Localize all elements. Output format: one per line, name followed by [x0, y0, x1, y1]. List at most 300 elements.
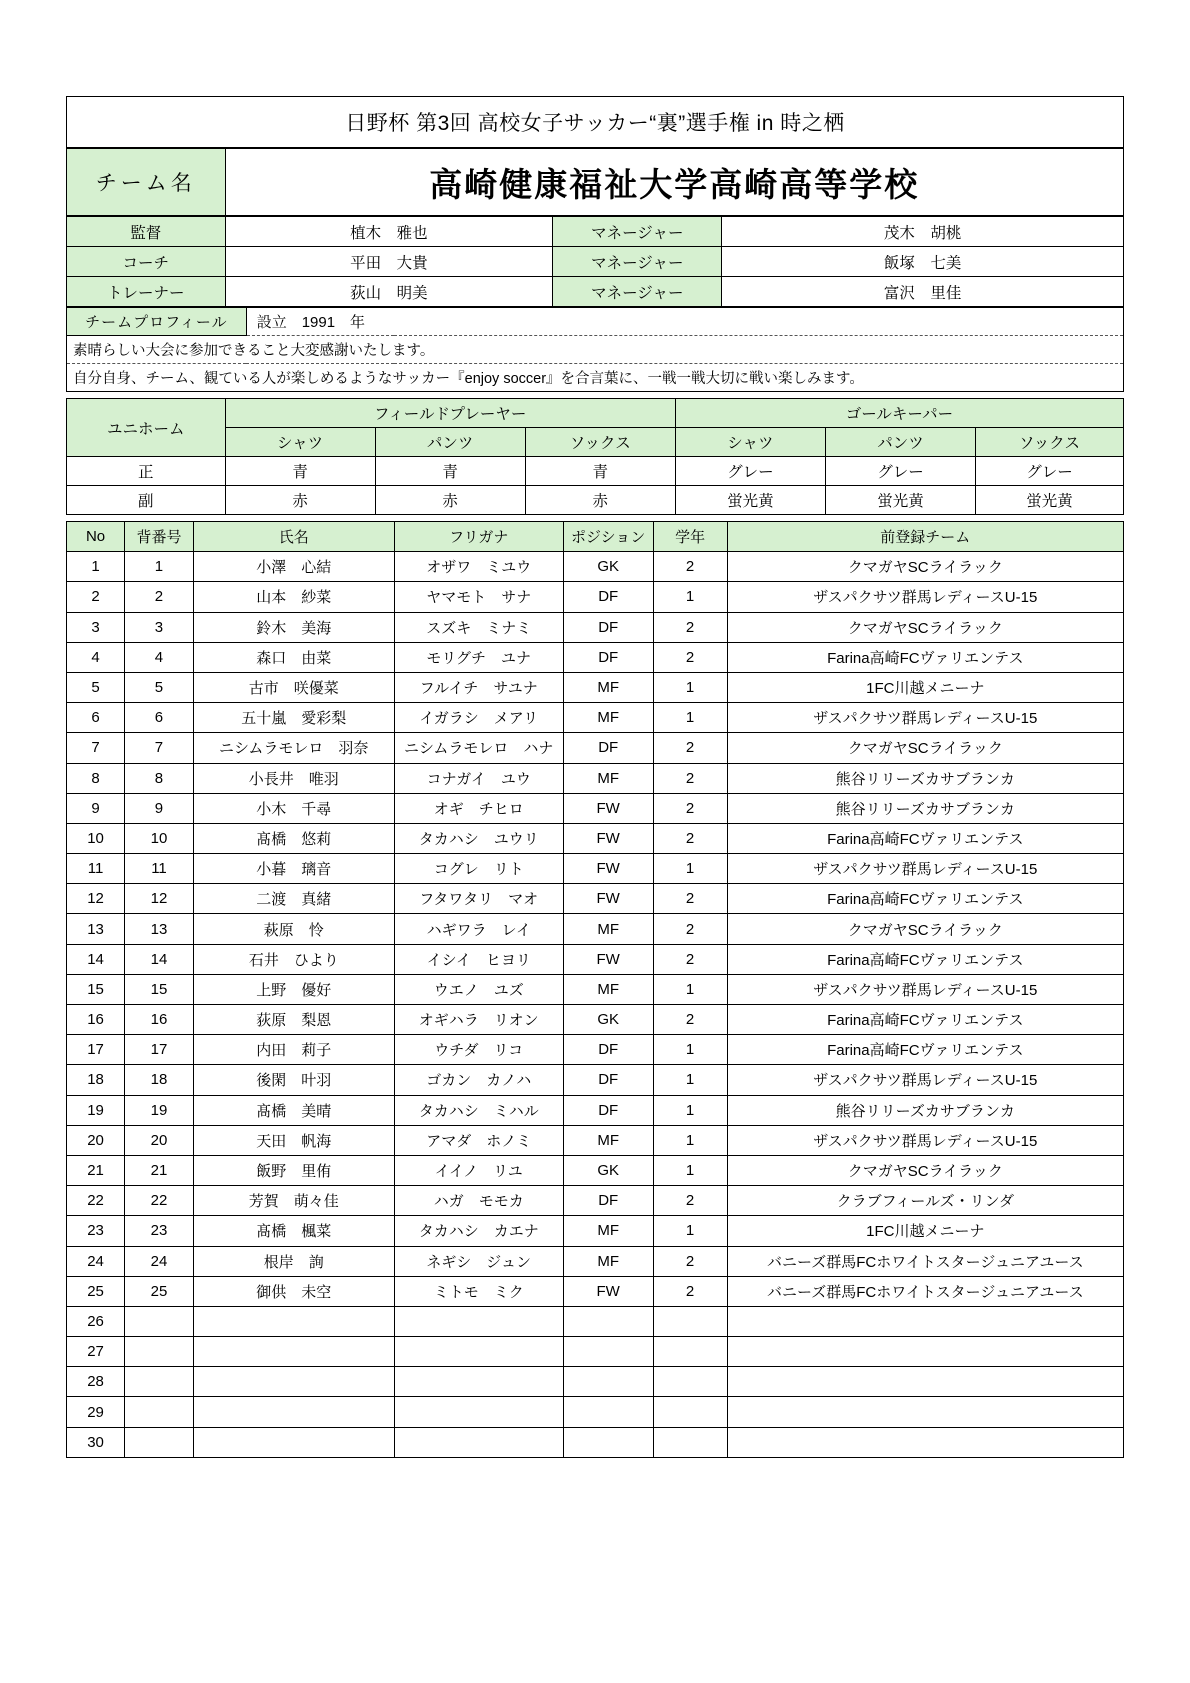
roster-col-name: 氏名: [193, 522, 394, 552]
uniform-primary-field-socks: 青: [525, 457, 675, 486]
roster-cell-kana: ネギシ ジュン: [394, 1246, 563, 1276]
roster-cell-position: [563, 1337, 653, 1367]
roster-cell-name: 萩原 怜: [193, 914, 394, 944]
roster-cell-position: MF: [563, 1125, 653, 1155]
roster-cell-previous-team: クマガヤSCライラック: [727, 552, 1123, 582]
roster-cell-number: 25: [125, 1276, 194, 1306]
table-row: [67, 642, 1124, 672]
table-row: [67, 1005, 1124, 1035]
roster-cell-previous-team: 1FC川越メニーナ: [727, 672, 1123, 702]
roster-cell-position: GK: [563, 1155, 653, 1185]
roster-cell-grade: 1: [653, 582, 727, 612]
roster-cell-no: 20: [67, 1125, 125, 1155]
roster-cell-number: 11: [125, 854, 194, 884]
roster-cell-grade: 2: [653, 944, 727, 974]
roster-cell-name: ニシムラモレロ 羽奈: [193, 733, 394, 763]
roster-cell-grade: 1: [653, 1155, 727, 1185]
roster-cell-kana: コナガイ ユウ: [394, 763, 563, 793]
roster-cell-position: MF: [563, 914, 653, 944]
roster-cell-no: 18: [67, 1065, 125, 1095]
roster-cell-grade: 2: [653, 914, 727, 944]
profile-label: チームプロフィール: [67, 308, 247, 336]
roster-cell-position: MF: [563, 763, 653, 793]
roster-col-no: No: [67, 522, 125, 552]
roster-cell-name: 後閑 叶羽: [193, 1065, 394, 1095]
profile-text-line-2: 自分自身、チーム、観ている人が楽しめるようなサッカー『enjoy soccer』を合言葉に、一戦一戦大切に戦い楽しみます。: [67, 364, 1124, 392]
table-row: [67, 1216, 1124, 1246]
table-row: [67, 1276, 1124, 1306]
roster-cell-grade: 2: [653, 1005, 727, 1035]
roster-cell-previous-team: [727, 1397, 1123, 1427]
roster-cell-name: 小長井 唯羽: [193, 763, 394, 793]
roster-cell-position: DF: [563, 733, 653, 763]
table-row: [67, 582, 1124, 612]
roster-cell-name: 芳賀 萌々佳: [193, 1186, 394, 1216]
roster-cell-previous-team: クマガヤSCライラック: [727, 612, 1123, 642]
roster-cell-position: GK: [563, 1005, 653, 1035]
roster-cell-kana: コグレ リト: [394, 854, 563, 884]
roster-cell-no: 21: [67, 1155, 125, 1185]
roster-cell-number: 7: [125, 733, 194, 763]
roster-cell-number: 19: [125, 1095, 194, 1125]
uniform-kind-secondary: 副: [67, 486, 226, 515]
roster-cell-position: [563, 1397, 653, 1427]
roster-cell-number: [125, 1306, 194, 1336]
roster-cell-grade: 2: [653, 612, 727, 642]
roster-cell-kana: フルイチ サユナ: [394, 672, 563, 702]
profile-text-line-1: 素晴らしい大会に参加できること大変感謝いたします。: [67, 336, 1124, 364]
roster-cell-kana: モリグチ ユナ: [394, 642, 563, 672]
roster-cell-kana: ハガ モモカ: [394, 1186, 563, 1216]
table-row: [67, 1095, 1124, 1125]
roster-cell-previous-team: バニーズ群馬FCホワイトスタージュニアユース: [727, 1276, 1123, 1306]
roster-cell-kana: イシイ ヒヨリ: [394, 944, 563, 974]
uniform-secondary-gk-socks: 蛍光黄: [976, 486, 1124, 515]
uniform-secondary-field-shirt: 赤: [225, 486, 375, 515]
roster-cell-name: [193, 1306, 394, 1336]
roster-cell-number: [125, 1397, 194, 1427]
roster-col-kana: フリガナ: [394, 522, 563, 552]
roster-cell-position: DF: [563, 612, 653, 642]
roster-cell-no: 22: [67, 1186, 125, 1216]
roster-cell-grade: [653, 1306, 727, 1336]
table-row: [67, 247, 1124, 277]
table-row: [67, 1065, 1124, 1095]
roster-cell-kana: [394, 1397, 563, 1427]
roster-cell-kana: イイノ リユ: [394, 1155, 563, 1185]
roster-cell-number: 23: [125, 1216, 194, 1246]
roster-cell-position: MF: [563, 703, 653, 733]
roster-cell-name: [193, 1397, 394, 1427]
roster-cell-previous-team: [727, 1337, 1123, 1367]
roster-cell-no: 14: [67, 944, 125, 974]
roster-cell-no: 17: [67, 1035, 125, 1065]
staff-role-team-manager-3: マネージャー: [553, 277, 722, 307]
roster-cell-kana: ミトモ ミク: [394, 1276, 563, 1306]
table-row: [67, 428, 1124, 457]
roster-cell-kana: スズキ ミナミ: [394, 612, 563, 642]
roster-cell-kana: タカハシ カエナ: [394, 1216, 563, 1246]
roster-cell-no: 13: [67, 914, 125, 944]
roster-cell-previous-team: 熊谷リリーズカサブランカ: [727, 763, 1123, 793]
roster-cell-grade: 1: [653, 672, 727, 702]
roster-cell-no: 7: [67, 733, 125, 763]
roster-cell-previous-team: クマガヤSCライラック: [727, 914, 1123, 944]
roster-cell-no: 11: [67, 854, 125, 884]
roster-cell-number: 18: [125, 1065, 194, 1095]
roster-cell-no: 25: [67, 1276, 125, 1306]
roster-cell-no: 29: [67, 1397, 125, 1427]
roster-cell-previous-team: Farina高崎FCヴァリエンテス: [727, 944, 1123, 974]
roster-cell-grade: 2: [653, 1186, 727, 1216]
roster-cell-number: 21: [125, 1155, 194, 1185]
uniform-group-field: フィールドプレーヤー: [225, 399, 675, 428]
roster-cell-number: 13: [125, 914, 194, 944]
table-row: [67, 914, 1124, 944]
table-row: [67, 1125, 1124, 1155]
roster-cell-position: DF: [563, 582, 653, 612]
roster-cell-kana: ウチダ リコ: [394, 1035, 563, 1065]
roster-cell-name: 山本 紗菜: [193, 582, 394, 612]
uniform-col-gk-socks: ソックス: [976, 428, 1124, 457]
table-row: [67, 733, 1124, 763]
uniform-secondary-gk-pants: 蛍光黄: [825, 486, 975, 515]
roster-cell-name: 鈴木 美海: [193, 612, 394, 642]
table-row: [67, 1337, 1124, 1367]
roster-cell-name: 小澤 心結: [193, 552, 394, 582]
roster-cell-no: 2: [67, 582, 125, 612]
roster-cell-name: 髙橋 美晴: [193, 1095, 394, 1125]
roster-cell-previous-team: 熊谷リリーズカサブランカ: [727, 1095, 1123, 1125]
team-profile-table: [66, 307, 1124, 392]
roster-cell-no: 15: [67, 974, 125, 1004]
table-row: [67, 884, 1124, 914]
roster-cell-name: 古市 咲優菜: [193, 672, 394, 702]
roster-cell-name: 小暮 璃音: [193, 854, 394, 884]
roster-cell-no: 10: [67, 823, 125, 853]
table-row: [67, 149, 1124, 216]
roster-cell-grade: [653, 1337, 727, 1367]
roster-cell-kana: アマダ ホノミ: [394, 1125, 563, 1155]
roster-cell-position: FW: [563, 854, 653, 884]
table-row: [67, 399, 1124, 428]
roster-cell-position: GK: [563, 552, 653, 582]
table-row: [67, 1246, 1124, 1276]
tournament-title: 日野杯 第3回 高校女子サッカー“裏”選手権 in 時之栖: [67, 97, 1124, 148]
roster-cell-no: 28: [67, 1367, 125, 1397]
roster-cell-number: 10: [125, 823, 194, 853]
roster-cell-name: 森口 由菜: [193, 642, 394, 672]
uniform-secondary-field-socks: 赤: [525, 486, 675, 515]
roster-cell-name: [193, 1367, 394, 1397]
roster-cell-previous-team: Farina高崎FCヴァリエンテス: [727, 884, 1123, 914]
roster-cell-no: 23: [67, 1216, 125, 1246]
staff-role-manager: 監督: [67, 217, 226, 247]
uniform-secondary-gk-shirt: 蛍光黄: [675, 486, 825, 515]
table-row: [67, 1397, 1124, 1427]
roster-cell-kana: オギ チヒロ: [394, 793, 563, 823]
roster-cell-kana: フタワタリ マオ: [394, 884, 563, 914]
table-row: [67, 308, 1124, 336]
roster-cell-previous-team: ザスパクサツ群馬レディースU-15: [727, 1125, 1123, 1155]
roster-cell-number: 22: [125, 1186, 194, 1216]
roster-cell-previous-team: ザスパクサツ群馬レディースU-15: [727, 1065, 1123, 1095]
roster-cell-previous-team: クマガヤSCライラック: [727, 1155, 1123, 1185]
table-row: [67, 217, 1124, 247]
team-name-label: チーム名: [67, 149, 226, 216]
roster-cell-position: MF: [563, 1216, 653, 1246]
roster-cell-previous-team: [727, 1306, 1123, 1336]
roster-cell-grade: [653, 1397, 727, 1427]
table-row: [67, 1427, 1124, 1457]
roster-cell-name: 根岸 詢: [193, 1246, 394, 1276]
roster-cell-previous-team: ザスパクサツ群馬レディースU-15: [727, 974, 1123, 1004]
table-row: [67, 823, 1124, 853]
uniform-primary-gk-pants: グレー: [825, 457, 975, 486]
roster-cell-grade: 2: [653, 1276, 727, 1306]
roster-cell-number: 8: [125, 763, 194, 793]
staff-role-coach: コーチ: [67, 247, 226, 277]
roster-cell-previous-team: ザスパクサツ群馬レディースU-15: [727, 582, 1123, 612]
roster-cell-name: 髙橋 悠莉: [193, 823, 394, 853]
roster-cell-kana: [394, 1306, 563, 1336]
roster-cell-position: DF: [563, 1095, 653, 1125]
roster-cell-kana: オギハラ リオン: [394, 1005, 563, 1035]
uniform-table: [66, 398, 1124, 515]
roster-cell-number: 14: [125, 944, 194, 974]
roster-cell-no: 24: [67, 1246, 125, 1276]
roster-cell-grade: 2: [653, 884, 727, 914]
roster-cell-number: 1: [125, 552, 194, 582]
roster-cell-kana: タカハシ ユウリ: [394, 823, 563, 853]
roster-cell-kana: [394, 1367, 563, 1397]
roster-cell-kana: [394, 1427, 563, 1457]
roster-cell-number: 16: [125, 1005, 194, 1035]
table-row: [67, 854, 1124, 884]
table-row: [67, 1186, 1124, 1216]
table-row: [67, 97, 1124, 148]
roster-cell-grade: 2: [653, 642, 727, 672]
roster-cell-no: 16: [67, 1005, 125, 1035]
roster-cell-name: [193, 1427, 394, 1457]
staff-name-coach: 平田 大貴: [225, 247, 553, 277]
roster-cell-number: 3: [125, 612, 194, 642]
team-name-table: [66, 148, 1124, 216]
roster-cell-grade: [653, 1367, 727, 1397]
roster-cell-grade: 2: [653, 552, 727, 582]
roster-cell-grade: [653, 1427, 727, 1457]
roster-cell-kana: タカハシ ミハル: [394, 1095, 563, 1125]
roster-cell-position: FW: [563, 884, 653, 914]
staff-name-team-manager-1: 茂木 胡桃: [722, 217, 1124, 247]
roster-cell-position: DF: [563, 1065, 653, 1095]
roster-cell-previous-team: ザスパクサツ群馬レディースU-15: [727, 703, 1123, 733]
table-row: [67, 336, 1124, 364]
roster-cell-grade: 1: [653, 1035, 727, 1065]
roster-cell-kana: ヤマモト サナ: [394, 582, 563, 612]
roster-cell-grade: 2: [653, 1246, 727, 1276]
roster-cell-no: 30: [67, 1427, 125, 1457]
roster-cell-position: [563, 1367, 653, 1397]
roster-body: [67, 552, 1124, 1458]
staff-name-team-manager-3: 富沢 里佳: [722, 277, 1124, 307]
roster-cell-name: 内田 莉子: [193, 1035, 394, 1065]
roster-cell-number: [125, 1427, 194, 1457]
roster-cell-number: 9: [125, 793, 194, 823]
team-name-value: 高崎健康福祉大学高崎高等学校: [225, 149, 1123, 216]
roster-cell-grade: 1: [653, 703, 727, 733]
roster-cell-kana: ウエノ ユズ: [394, 974, 563, 1004]
roster-cell-number: 15: [125, 974, 194, 1004]
uniform-primary-gk-socks: グレー: [976, 457, 1124, 486]
roster-cell-no: 27: [67, 1337, 125, 1367]
roster-cell-position: MF: [563, 974, 653, 1004]
uniform-primary-field-pants: 青: [375, 457, 525, 486]
roster-cell-number: 6: [125, 703, 194, 733]
staff-role-trainer: トレーナー: [67, 277, 226, 307]
roster-cell-name: 荻原 梨恩: [193, 1005, 394, 1035]
roster-cell-grade: 2: [653, 823, 727, 853]
roster-cell-grade: 2: [653, 763, 727, 793]
table-row: [67, 703, 1124, 733]
roster-cell-grade: 1: [653, 1125, 727, 1155]
table-row: [67, 1155, 1124, 1185]
uniform-col-gk-shirt: シャツ: [675, 428, 825, 457]
roster-cell-no: 19: [67, 1095, 125, 1125]
roster-cell-no: 26: [67, 1306, 125, 1336]
staff-name-manager: 植木 雅也: [225, 217, 553, 247]
uniform-label: ユニホーム: [67, 399, 226, 457]
roster-col-number: 背番号: [125, 522, 194, 552]
table-row: [67, 1035, 1124, 1065]
roster-cell-no: 12: [67, 884, 125, 914]
staff-table: [66, 216, 1124, 307]
roster-cell-position: MF: [563, 672, 653, 702]
roster-cell-name: 天田 帆海: [193, 1125, 394, 1155]
roster-cell-number: 12: [125, 884, 194, 914]
roster-cell-position: [563, 1306, 653, 1336]
table-row: [67, 277, 1124, 307]
roster-cell-name: 上野 優好: [193, 974, 394, 1004]
roster-cell-position: DF: [563, 1035, 653, 1065]
staff-role-team-manager-2: マネージャー: [553, 247, 722, 277]
table-row: [67, 552, 1124, 582]
roster-cell-number: 20: [125, 1125, 194, 1155]
roster-cell-number: 5: [125, 672, 194, 702]
uniform-group-gk: ゴールキーパー: [675, 399, 1123, 428]
uniform-col-field-shirt: シャツ: [225, 428, 375, 457]
table-row: [67, 944, 1124, 974]
tournament-title-table: [66, 96, 1124, 148]
roster-cell-name: 髙橋 楓菜: [193, 1216, 394, 1246]
roster-cell-previous-team: 1FC川越メニーナ: [727, 1216, 1123, 1246]
roster-cell-position: FW: [563, 793, 653, 823]
roster-cell-number: [125, 1337, 194, 1367]
roster-col-grade: 学年: [653, 522, 727, 552]
roster-cell-previous-team: Farina高崎FCヴァリエンテス: [727, 1005, 1123, 1035]
table-row: [67, 486, 1124, 515]
roster-cell-previous-team: Farina高崎FCヴァリエンテス: [727, 1035, 1123, 1065]
roster-cell-no: 1: [67, 552, 125, 582]
roster-cell-name: [193, 1337, 394, 1367]
uniform-col-field-socks: ソックス: [525, 428, 675, 457]
roster-cell-position: FW: [563, 1276, 653, 1306]
roster-cell-grade: 1: [653, 974, 727, 1004]
uniform-primary-field-shirt: 青: [225, 457, 375, 486]
table-row: [67, 364, 1124, 392]
table-row: [67, 612, 1124, 642]
uniform-col-field-pants: パンツ: [375, 428, 525, 457]
roster-cell-position: [563, 1427, 653, 1457]
uniform-primary-gk-shirt: グレー: [675, 457, 825, 486]
roster-cell-number: 17: [125, 1035, 194, 1065]
roster-col-position: ポジション: [563, 522, 653, 552]
roster-cell-position: MF: [563, 1246, 653, 1276]
roster-cell-no: 9: [67, 793, 125, 823]
roster-cell-previous-team: バニーズ群馬FCホワイトスタージュニアユース: [727, 1246, 1123, 1276]
roster-cell-kana: ニシムラモレロ ハナ: [394, 733, 563, 763]
staff-role-team-manager-1: マネージャー: [553, 217, 722, 247]
uniform-kind-primary: 正: [67, 457, 226, 486]
roster-cell-name: 小木 千尋: [193, 793, 394, 823]
roster-cell-previous-team: Farina高崎FCヴァリエンテス: [727, 823, 1123, 853]
roster-cell-grade: 1: [653, 1216, 727, 1246]
roster-cell-previous-team: ザスパクサツ群馬レディースU-15: [727, 854, 1123, 884]
roster-cell-name: 五十嵐 愛彩梨: [193, 703, 394, 733]
table-row: [67, 974, 1124, 1004]
roster-cell-kana: オザワ ミユウ: [394, 552, 563, 582]
table-row: [67, 1306, 1124, 1336]
roster-cell-previous-team: クラブフィールズ・リンダ: [727, 1186, 1123, 1216]
roster-cell-kana: [394, 1337, 563, 1367]
staff-name-trainer: 荻山 明美: [225, 277, 553, 307]
roster-cell-previous-team: 熊谷リリーズカサブランカ: [727, 793, 1123, 823]
uniform-col-gk-pants: パンツ: [825, 428, 975, 457]
roster-cell-name: 石井 ひより: [193, 944, 394, 974]
roster-cell-no: 5: [67, 672, 125, 702]
roster-cell-name: 飯野 里侑: [193, 1155, 394, 1185]
roster-cell-grade: 1: [653, 854, 727, 884]
roster-cell-no: 3: [67, 612, 125, 642]
roster-table: [66, 521, 1124, 1458]
roster-cell-grade: 2: [653, 793, 727, 823]
table-row: [67, 672, 1124, 702]
roster-cell-number: 2: [125, 582, 194, 612]
roster-cell-previous-team: クマガヤSCライラック: [727, 733, 1123, 763]
roster-cell-grade: 1: [653, 1095, 727, 1125]
roster-col-previous-team: 前登録チーム: [727, 522, 1123, 552]
table-row: [67, 763, 1124, 793]
uniform-secondary-field-pants: 赤: [375, 486, 525, 515]
roster-cell-position: DF: [563, 1186, 653, 1216]
roster-cell-grade: 1: [653, 1065, 727, 1095]
roster-cell-position: DF: [563, 642, 653, 672]
roster-cell-position: FW: [563, 944, 653, 974]
roster-cell-no: 6: [67, 703, 125, 733]
table-row: [67, 457, 1124, 486]
roster-cell-no: 8: [67, 763, 125, 793]
roster-cell-position: FW: [563, 823, 653, 853]
staff-name-team-manager-2: 飯塚 七美: [722, 247, 1124, 277]
table-row: [67, 1367, 1124, 1397]
roster-cell-number: [125, 1367, 194, 1397]
roster-cell-kana: イガラシ メアリ: [394, 703, 563, 733]
roster-cell-grade: 2: [653, 733, 727, 763]
profile-founded: 設立 1991 年: [246, 308, 1123, 336]
roster-cell-name: 御供 未空: [193, 1276, 394, 1306]
roster-cell-previous-team: Farina高崎FCヴァリエンテス: [727, 642, 1123, 672]
roster-cell-number: 4: [125, 642, 194, 672]
